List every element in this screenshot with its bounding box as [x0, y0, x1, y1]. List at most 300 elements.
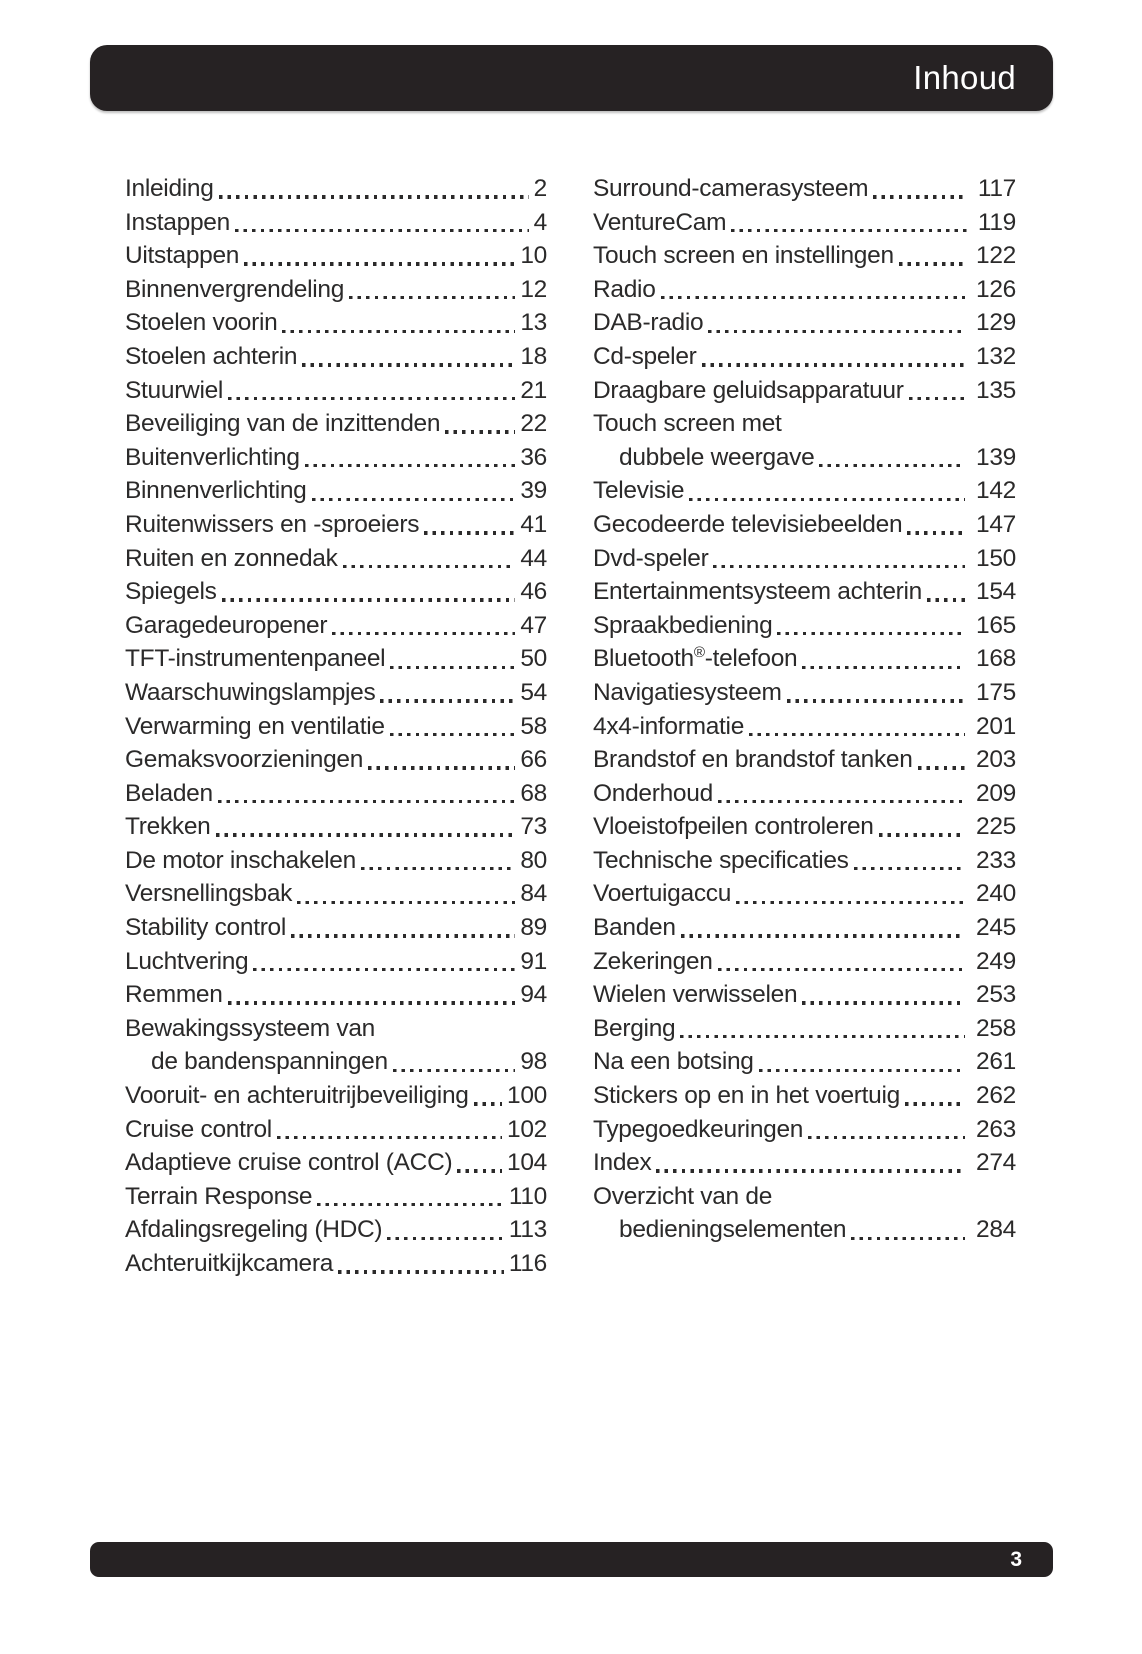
toc-label: Trekken — [125, 813, 211, 841]
toc-label: Versnellingsbak — [125, 880, 293, 908]
toc-entry — [593, 844, 1016, 878]
leader-dots — [851, 844, 968, 878]
toc-line — [593, 206, 1016, 240]
toc-line — [593, 743, 1016, 777]
toc-label: Binnenverlichting — [125, 477, 307, 505]
toc-page-number: 94 — [520, 981, 547, 1009]
toc-line — [593, 306, 1016, 340]
toc-page-number: 233 — [976, 846, 1016, 874]
toc-line — [593, 877, 1016, 911]
leader-dots — [733, 877, 968, 911]
toc-entry — [593, 978, 1016, 1012]
leader-dots — [715, 777, 968, 811]
toc-line — [125, 676, 547, 710]
leader-dots — [241, 239, 518, 273]
leader-dots — [309, 474, 519, 508]
toc-label: Afdalingsregeling (HDC) — [125, 1216, 383, 1244]
leader-dots — [677, 1012, 968, 1046]
toc-label: Berging — [593, 1014, 676, 1042]
toc-label: Ruitenwissers en -sproeiers — [125, 510, 420, 538]
toc-entry — [593, 542, 1016, 576]
toc-line — [125, 273, 547, 307]
toc-label: dubbele weergave — [619, 443, 815, 471]
toc-page-number: 201 — [976, 712, 1016, 740]
toc-entry — [125, 441, 547, 475]
leader-dots — [848, 1213, 968, 1247]
leader-dots — [335, 1247, 507, 1281]
toc-page-number: 126 — [976, 275, 1016, 303]
toc-page-number: 2 — [533, 175, 547, 202]
toc-page-number: 116 — [508, 1250, 547, 1277]
toc-line — [593, 508, 1016, 542]
toc-page-number: 119 — [977, 208, 1016, 236]
toc-label: Stuurwiel — [125, 376, 224, 404]
page-number: 3 — [1010, 1547, 1022, 1571]
toc-page-number: 66 — [520, 746, 547, 774]
toc-line — [125, 542, 547, 576]
toc-line — [125, 474, 547, 508]
toc-label: Gemaksvoorzieningen — [125, 746, 364, 774]
toc-line — [593, 710, 1016, 744]
toc-label: Garagedeuropener — [125, 611, 328, 639]
toc-page-number: 73 — [520, 813, 547, 841]
toc-line — [125, 441, 547, 475]
toc-label: Radio — [593, 275, 656, 303]
toc-entry — [125, 1113, 547, 1147]
toc-line — [593, 1213, 1016, 1247]
toc-label: Overzicht van de — [593, 1182, 773, 1210]
toc-entry — [125, 172, 547, 206]
toc-line — [125, 844, 547, 878]
leader-dots — [384, 1213, 507, 1247]
leader-dots — [784, 676, 968, 710]
toc-line — [593, 575, 1016, 609]
leader-dots — [314, 1180, 507, 1214]
toc-entry — [125, 877, 547, 911]
toc-page-number: 89 — [520, 914, 547, 942]
toc-line — [125, 508, 547, 542]
toc-page-number: 135 — [976, 376, 1016, 404]
leader-dots — [705, 306, 968, 340]
leader-dots — [216, 172, 532, 206]
toc-entry — [593, 340, 1016, 374]
toc-line — [125, 877, 547, 911]
toc-entry — [593, 1113, 1016, 1147]
toc-label: Onderhoud — [593, 779, 713, 807]
toc-label: DAB-radio — [593, 309, 704, 337]
toc-label: TFT-instrumentenpaneel — [125, 645, 386, 673]
toc-entry — [125, 575, 547, 609]
toc-entry — [125, 306, 547, 340]
toc-line — [125, 575, 547, 609]
toc-page-number: 150 — [976, 544, 1016, 572]
toc-label: de bandenspanningen — [151, 1048, 388, 1076]
toc-line — [593, 676, 1016, 710]
toc-entry — [125, 374, 547, 408]
leader-dots — [390, 1045, 519, 1079]
toc-entry — [593, 273, 1016, 307]
toc-entry — [593, 508, 1016, 542]
toc-line — [593, 407, 1016, 441]
toc-label: Verwarming en ventilatie — [125, 712, 385, 740]
toc-line — [125, 206, 547, 240]
toc-entry — [125, 1012, 547, 1079]
toc-entry — [593, 206, 1016, 240]
leader-dots — [915, 743, 968, 777]
toc-line — [593, 777, 1016, 811]
toc-label: Cruise control — [125, 1115, 272, 1143]
toc-entry — [125, 1213, 547, 1247]
toc-line — [125, 777, 547, 811]
toc-entry — [593, 306, 1016, 340]
table-of-contents — [125, 172, 1016, 1281]
toc-line — [593, 340, 1016, 374]
toc-page-number: 100 — [507, 1082, 547, 1110]
toc-page-number: 44 — [520, 544, 547, 572]
toc-page-number: 84 — [520, 880, 547, 908]
toc-line — [125, 609, 547, 643]
leader-dots — [294, 877, 518, 911]
toc-page-number: 258 — [976, 1014, 1016, 1042]
toc-line — [593, 542, 1016, 576]
toc-page-number: 165 — [976, 611, 1016, 639]
leader-dots — [225, 374, 518, 408]
toc-entry — [593, 743, 1016, 777]
leader-dots — [387, 642, 518, 676]
toc-label: Beladen — [125, 779, 213, 807]
toc-line — [125, 710, 547, 744]
toc-label: Na een botsing — [593, 1048, 754, 1076]
toc-line — [593, 911, 1016, 945]
toc-line — [593, 1079, 1016, 1113]
toc-label: 4x4-informatie — [593, 712, 745, 740]
toc-page-number: 142 — [976, 477, 1016, 505]
toc-page-number: 284 — [976, 1216, 1016, 1244]
leader-dots — [686, 474, 968, 508]
toc-page-number: 10 — [520, 242, 547, 270]
toc-entry — [593, 407, 1016, 474]
toc-page-number: 240 — [976, 880, 1016, 908]
toc-entry — [125, 609, 547, 643]
toc-page-number: 168 — [976, 645, 1016, 673]
toc-label: Binnenvergrendeling — [125, 275, 345, 303]
toc-page-number: 68 — [520, 779, 547, 807]
leader-dots — [774, 609, 968, 643]
toc-label: Achteruitkijkcamera — [125, 1250, 334, 1277]
leader-dots — [421, 508, 518, 542]
toc-line — [593, 945, 1016, 979]
leader-dots — [728, 206, 970, 240]
toc-line — [125, 1113, 547, 1147]
toc-line — [125, 1213, 547, 1247]
leader-dots — [215, 777, 519, 811]
toc-entry — [593, 172, 1016, 206]
toc-entry — [593, 575, 1016, 609]
toc-entry — [593, 710, 1016, 744]
leader-dots — [442, 407, 518, 441]
footer-bar — [90, 1542, 1053, 1577]
toc-entry — [593, 474, 1016, 508]
toc-label: Adaptieve cruise control (ACC) — [125, 1149, 453, 1177]
leader-dots — [699, 340, 969, 374]
toc-entry — [125, 743, 547, 777]
toc-entry — [125, 810, 547, 844]
toc-label: VentureCam — [593, 208, 727, 236]
toc-entry — [593, 642, 1016, 676]
toc-line — [593, 474, 1016, 508]
toc-page-number: 54 — [520, 678, 547, 706]
toc-page-number: 253 — [976, 981, 1016, 1009]
toc-entry — [125, 508, 547, 542]
toc-label: Buitenverlichting — [125, 443, 300, 471]
toc-label: Banden — [593, 914, 676, 942]
toc-page-number: 104 — [507, 1149, 547, 1177]
leader-dots — [302, 441, 519, 475]
toc-label: Brandstof en brandstof tanken — [593, 746, 913, 774]
toc-entry — [593, 374, 1016, 408]
leader-dots — [377, 676, 518, 710]
toc-line — [593, 1113, 1016, 1147]
toc-page-number: 18 — [520, 342, 547, 370]
toc-label: Entertainmentsysteem achterin — [593, 578, 923, 606]
toc-label: Draagbare geluidsapparatuur — [593, 376, 904, 404]
toc-page-number: 203 — [976, 746, 1016, 774]
toc-label: De motor inschakelen — [125, 846, 356, 874]
toc-line — [125, 1146, 547, 1180]
leader-dots — [906, 374, 968, 408]
leader-dots — [904, 508, 968, 542]
toc-label: Spraakbediening — [593, 611, 773, 639]
toc-page-number: 245 — [976, 914, 1016, 942]
toc-entry — [125, 542, 547, 576]
toc-label: Inleiding — [125, 175, 214, 202]
toc-line — [593, 810, 1016, 844]
leader-dots — [365, 743, 518, 777]
toc-label: Bewakingssysteem van — [125, 1014, 376, 1042]
toc-line — [125, 374, 547, 408]
toc-label: Touch screen en instellingen — [593, 242, 894, 270]
toc-line — [125, 306, 547, 340]
toc-page-number: 209 — [976, 779, 1016, 807]
leader-dots — [746, 710, 968, 744]
toc-entry — [593, 945, 1016, 979]
toc-page-number: 13 — [520, 309, 547, 337]
toc-label: Navigatiesysteem — [593, 678, 782, 706]
toc-line — [593, 844, 1016, 878]
toc-line — [125, 911, 547, 945]
toc-entry — [125, 911, 547, 945]
toc-line — [125, 239, 547, 273]
toc-line — [593, 273, 1016, 307]
leader-dots — [805, 1113, 968, 1147]
toc-page-number: 122 — [976, 242, 1016, 270]
toc-label: Televisie — [593, 477, 685, 505]
toc-line — [125, 1079, 547, 1113]
toc-page-number: 132 — [976, 342, 1016, 370]
toc-page-number: 36 — [520, 443, 547, 471]
leader-dots — [799, 978, 968, 1012]
toc-left-column — [125, 172, 547, 1281]
toc-line — [593, 1146, 1016, 1180]
toc-page-number: 261 — [976, 1048, 1016, 1076]
toc-entry — [593, 1012, 1016, 1046]
toc-label: Touch screen met — [593, 410, 782, 438]
toc-entry — [125, 676, 547, 710]
toc-entry — [125, 340, 547, 374]
toc-entry — [125, 239, 547, 273]
toc-line — [593, 1045, 1016, 1079]
toc-line — [593, 609, 1016, 643]
leader-dots — [816, 441, 968, 475]
toc-page-number: 110 — [508, 1182, 547, 1210]
toc-label: Stoelen voorin — [125, 309, 278, 337]
leader-dots — [225, 978, 519, 1012]
leader-dots — [678, 911, 968, 945]
toc-page-number: 154 — [976, 578, 1016, 606]
toc-page-number: 21 — [520, 376, 547, 404]
leader-dots — [924, 575, 968, 609]
toc-label: Luchtvering — [125, 947, 249, 975]
toc-line — [125, 1180, 547, 1214]
leader-dots — [870, 172, 970, 206]
toc-entry — [125, 407, 547, 441]
toc-line — [125, 1247, 547, 1281]
toc-label: Ruiten en zonnedak — [125, 544, 338, 572]
toc-label: Beveiliging van de inzittenden — [125, 410, 441, 438]
toc-label: Instappen — [125, 208, 230, 236]
header-bar — [90, 45, 1053, 111]
toc-label: Terrain Response — [125, 1182, 313, 1210]
toc-label: Stability control — [125, 914, 287, 942]
leader-dots — [279, 306, 518, 340]
toc-entry — [125, 273, 547, 307]
toc-entry — [593, 810, 1016, 844]
toc-line — [125, 743, 547, 777]
toc-page-number: 4 — [533, 208, 547, 236]
leader-dots — [653, 1146, 968, 1180]
toc-label: Voertuigaccu — [593, 880, 732, 908]
leader-dots — [756, 1045, 968, 1079]
toc-entry — [593, 676, 1016, 710]
toc-page-number: 41 — [520, 510, 547, 538]
toc-right-column — [593, 172, 1016, 1281]
toc-label: Dvd-speler — [593, 544, 709, 572]
toc-page-number: 47 — [520, 611, 547, 639]
toc-label: Waarschuwingslampjes — [125, 678, 376, 706]
toc-line — [593, 239, 1016, 273]
toc-entry — [125, 978, 547, 1012]
leader-dots — [387, 710, 519, 744]
leader-dots — [346, 273, 518, 307]
toc-line — [125, 407, 547, 441]
toc-line — [593, 1180, 1016, 1214]
leader-dots — [329, 609, 518, 643]
registered-trademark-symbol: ® — [693, 644, 705, 662]
toc-entry — [593, 877, 1016, 911]
toc-page-number: 129 — [976, 309, 1016, 337]
toc-entry — [125, 1079, 547, 1113]
toc-page-number: 113 — [508, 1216, 547, 1244]
toc-label: Cd-speler — [593, 342, 697, 370]
toc-label: bedieningselementen — [619, 1216, 847, 1244]
toc-page-number: 39 — [520, 477, 547, 505]
leader-dots — [896, 239, 968, 273]
toc-line — [125, 1045, 547, 1079]
toc-entry — [125, 1180, 547, 1214]
toc-entry — [125, 642, 547, 676]
toc-line — [125, 1012, 547, 1046]
leader-dots — [250, 945, 518, 979]
toc-entry — [593, 1079, 1016, 1113]
toc-line — [593, 172, 1016, 206]
leader-dots — [358, 844, 518, 878]
toc-page-number: 274 — [976, 1149, 1016, 1177]
toc-page-number: 46 — [520, 578, 547, 606]
toc-page-number: 22 — [520, 410, 547, 438]
leader-dots — [288, 911, 518, 945]
toc-page-number: 117 — [977, 175, 1016, 202]
toc-label: Remmen — [125, 981, 223, 1009]
toc-label: Wielen verwisselen — [593, 981, 798, 1009]
toc-page-number: 225 — [976, 813, 1016, 841]
toc-page-number: 80 — [520, 846, 547, 874]
toc-line — [125, 945, 547, 979]
toc-label: Technische specificaties — [593, 846, 849, 874]
toc-entry — [125, 1247, 547, 1281]
leader-dots — [213, 810, 519, 844]
toc-label: Vloeistofpeilen controleren — [593, 813, 874, 841]
leader-dots — [710, 542, 968, 576]
toc-line — [125, 172, 547, 206]
leader-dots — [274, 1113, 505, 1147]
toc-line — [125, 978, 547, 1012]
leader-dots — [232, 206, 532, 240]
leader-dots — [219, 575, 519, 609]
leader-dots — [876, 810, 968, 844]
toc-label: Index — [593, 1149, 652, 1177]
toc-entry — [593, 777, 1016, 811]
leader-dots — [902, 1079, 968, 1113]
toc-entry — [125, 474, 547, 508]
toc-label: Typegoedkeuringen — [593, 1115, 804, 1143]
toc-page-number: 58 — [520, 712, 547, 740]
leader-dots — [715, 945, 968, 979]
toc-page-number: 263 — [976, 1115, 1016, 1143]
toc-line — [125, 642, 547, 676]
toc-entry — [593, 239, 1016, 273]
toc-entry — [125, 710, 547, 744]
toc-page-number: 12 — [520, 275, 547, 303]
toc-label: Stickers op en in het voertuig — [593, 1082, 900, 1110]
toc-line — [593, 978, 1016, 1012]
toc-line — [125, 810, 547, 844]
toc-entry — [125, 206, 547, 240]
toc-page-number: 139 — [976, 443, 1016, 471]
toc-page-number: 262 — [976, 1082, 1016, 1110]
toc-page-number: 91 — [520, 947, 547, 975]
toc-label: Gecodeerde televisiebeelden — [593, 510, 903, 538]
toc-entry — [593, 609, 1016, 643]
leader-dots — [454, 1146, 505, 1180]
toc-entry — [125, 777, 547, 811]
toc-label: Zekeringen — [593, 947, 713, 975]
leader-dots — [340, 542, 519, 576]
leader-dots — [799, 642, 968, 676]
toc-line — [125, 340, 547, 374]
toc-label: Bluetooth®-telefoon — [593, 644, 798, 673]
leader-dots — [471, 1079, 505, 1113]
toc-page-number: 249 — [976, 947, 1016, 975]
